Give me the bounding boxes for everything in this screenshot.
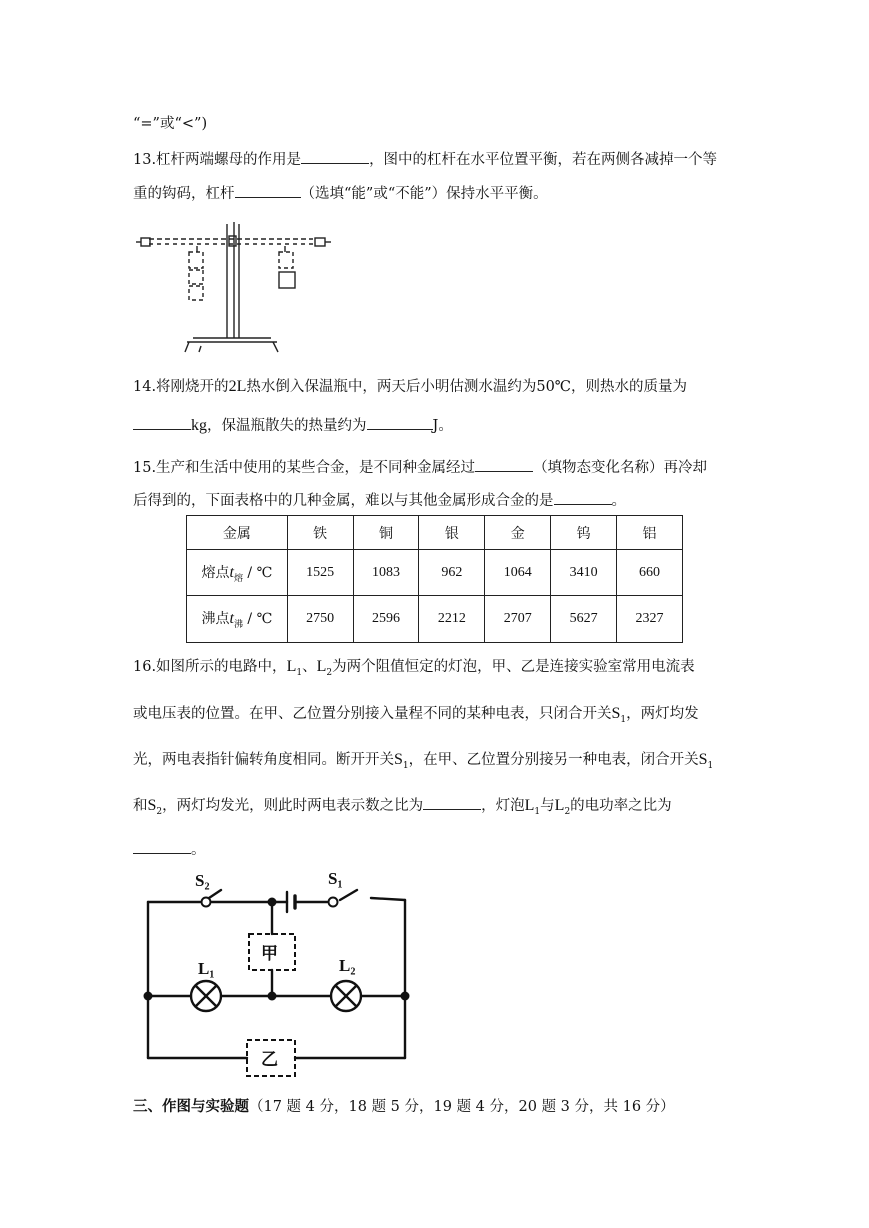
answer-blank [475,457,533,472]
section-detail: （17 题 4 分，18 题 5 分，19 题 4 分，20 题 3 分，共 16 分） [249,1099,675,1115]
q14-text: ，则热水的质量为 [571,379,688,395]
answer-blank [301,149,369,164]
subscript: 1 [707,760,714,771]
q16-text: ，两灯均发光，则此时两电表示数之比为 [162,798,424,814]
answer-blank [423,795,481,810]
q13-text: 重的钩码，杠杆 [133,186,235,202]
separator: 、 [302,659,317,675]
q16-line3 [133,748,713,771]
variable-symbol: t [229,610,234,628]
q16-text: 为两个阻值恒定的灯泡，甲、乙是连接实验室常用电流表 [332,659,695,675]
q16-text: 或电压表的位置。在甲、乙位置分别接入量程不同的某种电表，只闭合开关 [133,706,612,722]
q13-text: 13.杠杆两端螺母的作用是 [133,152,302,168]
section-heading [133,1095,675,1116]
answer-blank [554,490,612,505]
q13-text: ，图中的杠杆在水平位置平衡，若在两侧各减掉一个等 [369,152,718,168]
table-cell: 2327 [617,596,683,643]
table-cell: 3410 [551,550,617,596]
volume-value: 2L [228,378,247,395]
meter-jia-label: 甲 [261,944,278,964]
table-cell: 962 [419,550,485,596]
table-header-cell: 铜 [353,516,419,550]
q14-text: J。 [432,418,453,434]
table-header-cell: 铝 [617,516,683,550]
table-row [187,550,683,596]
metal-property-table [186,515,683,643]
symbol-S: S [147,797,157,814]
subscript: 1 [402,760,409,771]
q16-text: 的电功率之比为 [570,798,672,814]
q16-text: 光，两电表指针偏转角度相同。断开开关 [133,752,394,768]
symbol-L: L [524,797,535,814]
table-cell: 2596 [353,596,419,643]
q14-line1 [133,375,687,396]
symbol-S: S [698,751,708,768]
lever-figure [135,218,335,356]
q14-text: 14.将刚烧开的 [133,379,229,395]
symbol-S: S [394,751,403,768]
table-header-cell: 金 [485,516,551,550]
subscript: 2 [326,667,333,678]
melting-point-label [187,550,288,596]
switch-s2-label: S₂ [195,871,210,890]
q13-text: （选填“能”或“不能”）保持水平平衡。 [300,186,548,202]
q16-text: 16.如图所示的电路中， [133,659,287,675]
switch-s1-label: S₁ [328,869,343,888]
q15-text: 后得到的，下面表格中的几种金属，难以与其他金属形成合金的是 [133,493,554,509]
answer-blank [133,415,191,430]
symbol-L: L [286,658,297,675]
symbol-L: L [316,658,327,675]
variable-symbol: t [229,563,234,581]
q16-line5 [133,838,206,859]
q16-text: 与 [540,798,555,814]
lamp-l2-label: L₂ [339,956,356,975]
q13-line2 [133,182,548,203]
q12-tail: “=”或“<”) [133,116,208,132]
table-header-cell: 铁 [287,516,353,550]
q15-text: （填物态变化名称）再冷却 [533,460,708,476]
q15-line1 [133,456,707,477]
variable-subscript: 熔 [233,573,243,584]
table-cell: 660 [617,550,683,596]
table-header-row [187,516,683,550]
row-label: 熔点 [201,564,230,581]
q16-text: 。 [191,842,206,858]
q15-line2 [133,489,626,510]
q13-line1 [133,148,717,169]
table-cell: 1064 [485,550,551,596]
unit-label: / ℃ [242,611,273,628]
q14-line2 [133,414,453,435]
q14-text: ，保温瓶散失的热量约为 [207,418,367,434]
circuit-diagram [135,860,420,1085]
q16-line2 [133,702,699,725]
section-title: 三、作图与实验题 [133,1098,249,1115]
q16-line4 [133,794,672,817]
subscript: 1 [296,667,303,678]
table-cell: 2707 [485,596,551,643]
answer-blank [235,183,301,198]
subscript: 1 [534,806,541,817]
q16-text: ，两灯均发 [626,706,699,722]
lamp-l1-label: L₁ [198,959,215,978]
boiling-point-label [187,596,288,643]
unit-kg: kg [191,417,207,434]
q16-text: ，灯泡 [481,798,525,814]
answer-blank [367,415,433,430]
subscript: 1 [620,714,627,725]
symbol-S: S [611,705,621,722]
table-cell: 1083 [353,550,419,596]
q14-text: 热水倒入保温瓶中，两天后小明估测水温约为 [246,379,537,395]
symbol-L: L [554,797,565,814]
table-cell: 2750 [287,596,353,643]
table-header-cell: 银 [419,516,485,550]
unit-label: / ℃ [242,564,273,581]
row-label: 沸点 [201,611,230,628]
table-cell: 5627 [551,596,617,643]
q15-text: 15.生产和生活中使用的某些合金，是不同种金属经过 [133,460,476,476]
table-cell: 1525 [287,550,353,596]
answer-blank [133,839,191,854]
meter-yi-label: 乙 [261,1050,278,1070]
variable-subscript: 沸 [233,619,243,630]
q16-text: ，在甲、乙位置分别接另一种电表，闭合开关 [408,752,699,768]
q16-line1 [133,655,695,678]
table-row [187,596,683,643]
q15-text: 。 [611,493,626,509]
table-header-cell: 钨 [551,516,617,550]
q16-text: 和 [133,798,148,814]
table-header-cell: 金属 [187,516,288,550]
table-cell: 2212 [419,596,485,643]
subscript: 2 [564,806,571,817]
temperature-value: 50℃ [536,379,572,395]
subscript: 2 [156,806,163,817]
